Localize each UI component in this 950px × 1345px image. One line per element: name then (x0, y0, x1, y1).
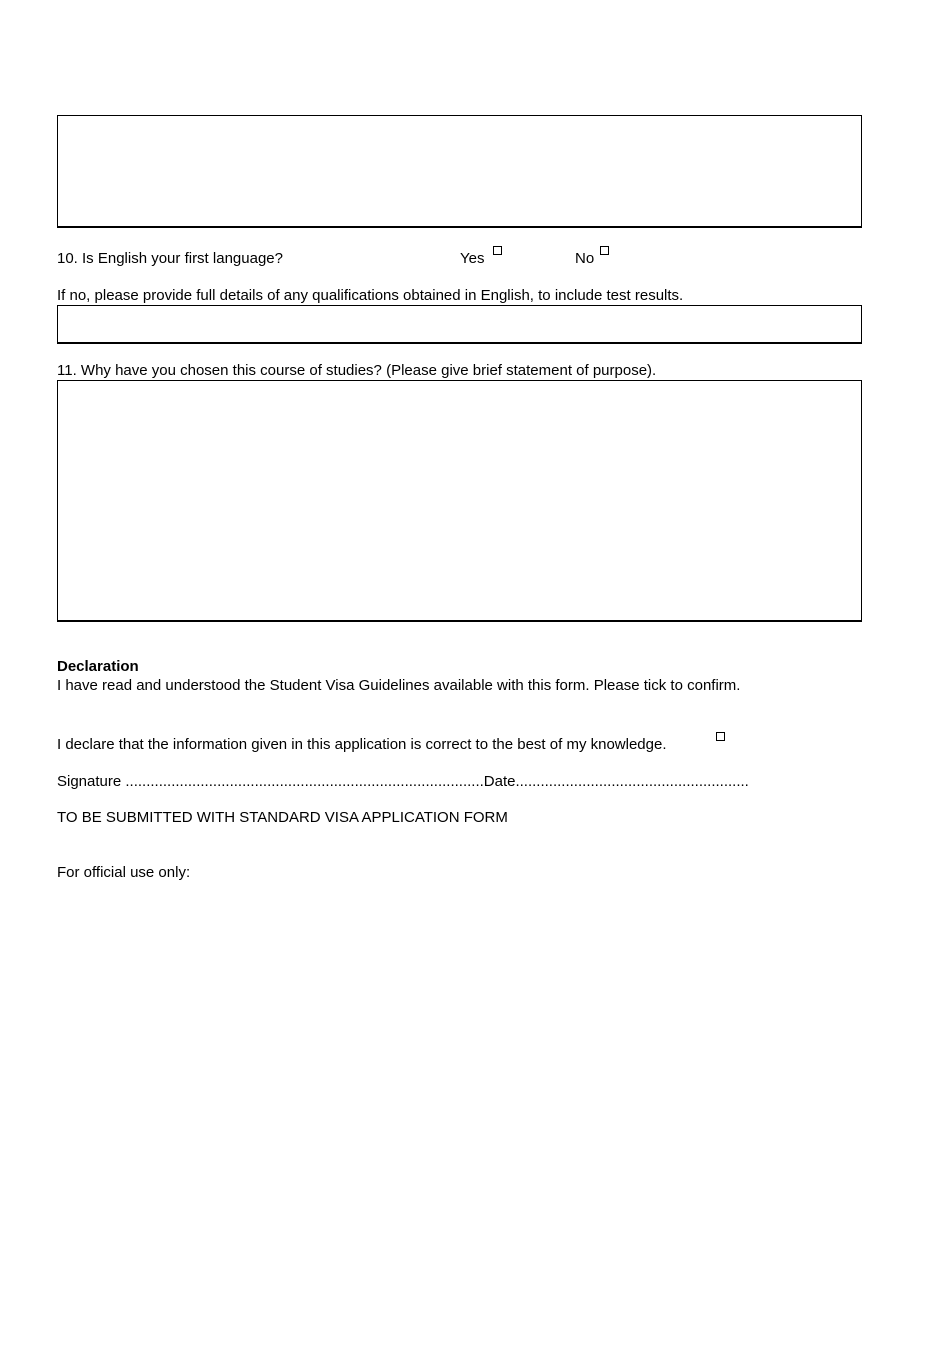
q10-no-checkbox[interactable] (600, 246, 609, 255)
q10-no-label: No (575, 250, 595, 267)
q10-qualifications-box[interactable] (57, 305, 862, 344)
declaration-read-statement: I have read and understood the Student Visa Guidelines available with this form. Please tick to confirm. (57, 677, 741, 694)
q11-purpose-box[interactable] (57, 380, 862, 622)
q11-question: 11. Why have you chosen this course of studies? (Please give brief statement of purpose). (57, 362, 657, 379)
declaration-correct-statement: I declare that the information given in this application is correct to the best of my knowledge. (57, 736, 667, 753)
q10-followup-label: If no, please provide full details of any qualifications obtained in English, to include test results. (57, 287, 684, 304)
official-use-label: For official use only: (57, 864, 191, 881)
submit-note: TO BE SUBMITTED WITH STANDARD VISA APPLICATION FORM (57, 809, 508, 826)
q10-yes-checkbox[interactable] (493, 246, 502, 255)
declaration-checkbox[interactable] (716, 732, 725, 741)
q10-yes-label: Yes (460, 250, 485, 267)
signature-date-line: Signature ......................................................................................Date........................................................ (57, 773, 749, 790)
previous-answer-box[interactable] (57, 115, 862, 228)
declaration-heading: Declaration (57, 658, 139, 675)
q10-question: 10. Is English your first language? (57, 250, 283, 267)
